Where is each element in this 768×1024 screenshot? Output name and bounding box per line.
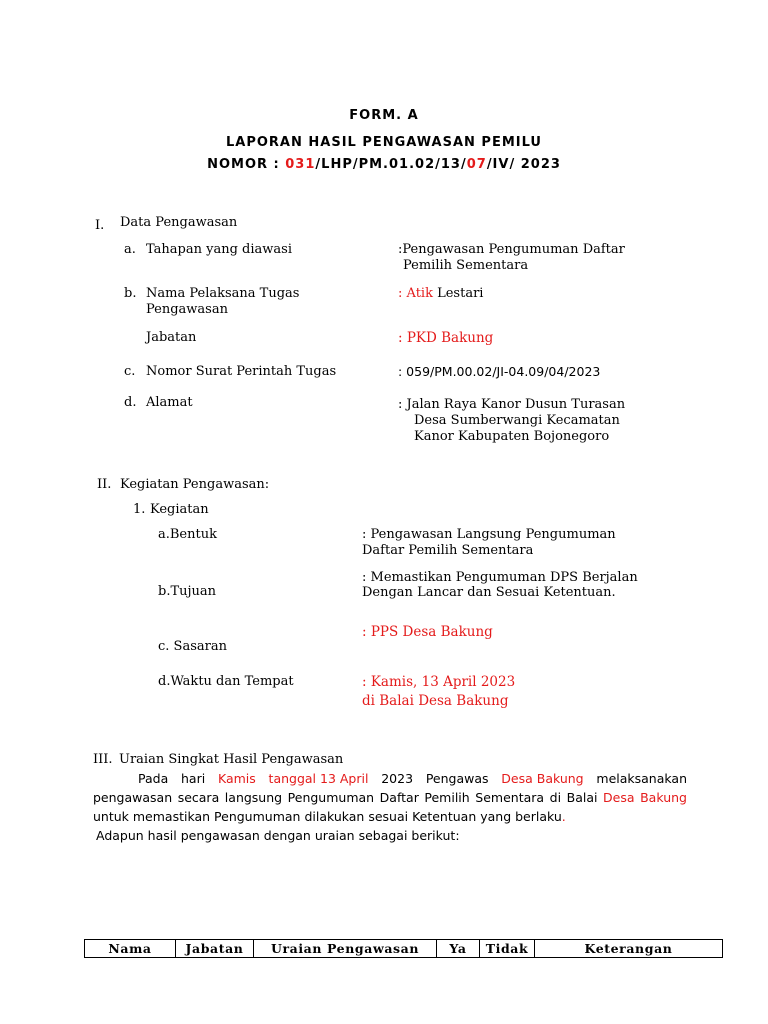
paragraph-line-4: Adapun hasil pengawasan dengan uraian sebagai berikut:	[96, 828, 460, 843]
table-header-row	[85, 940, 723, 958]
section-2-title: Kegiatan Pengawasan:	[120, 477, 270, 492]
item-a-label: Tahapan yang diawasi	[146, 242, 292, 257]
bentuk-value-line1: : Pengawasan Langsung Pengumuman	[362, 527, 616, 542]
day-highlight: Kamis	[217, 771, 256, 786]
item-b-label-line1: Nama Pelaksana Tugas	[146, 286, 300, 301]
item-a-marker: a.	[124, 242, 136, 257]
date-highlight: tanggal 13 April	[268, 771, 369, 786]
officer-last-name: Lestari	[437, 286, 484, 301]
subsection-1-marker: 1.	[133, 502, 146, 517]
item-d-value-line3: Kanor Kabupaten Bojonegoro	[414, 429, 610, 444]
paragraph-line-3	[93, 807, 687, 826]
word-pada: Pada	[138, 771, 169, 786]
col-jabatan: Jabatan	[176, 940, 254, 958]
bentuk-value-line2: Daftar Pemilih Sementara	[362, 543, 534, 558]
item-a-value-line1: :Pengawasan Pengumuman Daftar	[398, 242, 625, 257]
paragraph-line-1	[138, 769, 687, 788]
section-3-title: Uraian Singkat Hasil Pengawasan	[119, 752, 344, 767]
col-uraian-pengawasan: Uraian Pengawasan	[254, 940, 437, 958]
report-number	[0, 157, 768, 172]
jabatan-value: : PKD Bakung	[398, 330, 494, 346]
nomor-month: 07	[466, 157, 487, 172]
col-ya: Ya	[437, 940, 480, 958]
col-keterangan: Keterangan	[535, 940, 723, 958]
item-d-value-line2: Desa Sumberwangi Kecamatan	[414, 413, 620, 428]
item-b-colon: :	[398, 286, 403, 301]
section-2-numeral: II.	[97, 477, 112, 492]
paragraph-line-3-dot: .	[561, 809, 566, 824]
year-text: 2023	[381, 771, 414, 786]
section-1-numeral: I.	[95, 218, 105, 233]
nomor-sequence: 031	[285, 157, 316, 172]
sasaran-label: c. Sasaran	[158, 639, 227, 654]
jabatan-label: Jabatan	[146, 330, 197, 345]
waktu-label: d.Waktu dan Tempat	[158, 674, 294, 689]
item-b-label-line2: Pengawasan	[146, 302, 228, 317]
bentuk-label: a.Bentuk	[158, 527, 217, 542]
item-a-value-line2: Pemilih Sementara	[403, 258, 529, 273]
item-c-label: Nomor Surat Perintah Tugas	[146, 364, 337, 379]
col-nama: Nama	[85, 940, 176, 958]
item-b-marker: b.	[124, 286, 137, 301]
item-d-value-line1: : Jalan Raya Kanor Dusun Turasan	[398, 397, 626, 412]
section-1-title: Data Pengawasan	[120, 215, 238, 230]
results-table	[84, 939, 723, 958]
word-hari: hari	[181, 771, 206, 786]
section-3-numeral: III.	[93, 752, 113, 767]
paragraph-line-2	[93, 788, 687, 807]
officer-first-name: Atik	[406, 286, 433, 301]
form-label: FORM. A	[349, 108, 419, 123]
waktu-value-line1: : Kamis, 13 April 2023	[362, 674, 516, 690]
village-highlight: Desa Bakung	[501, 771, 584, 786]
nomor-suffix: /IV/ 2023	[486, 157, 561, 172]
item-c-marker: c.	[124, 364, 136, 379]
nomor-code: /LHP/PM.01.02/13/	[315, 157, 467, 172]
item-d-label: Alamat	[146, 395, 193, 410]
col-tidak: Tidak	[480, 940, 535, 958]
village-highlight-2: Desa Bakung	[603, 790, 687, 805]
nomor-prefix: NOMOR :	[207, 157, 286, 172]
word-pengawas: Pengawas	[425, 771, 489, 786]
sasaran-value: : PPS Desa Bakung	[362, 624, 493, 640]
item-b-value	[398, 286, 483, 301]
item-d-marker: d.	[124, 395, 137, 410]
tujuan-label: b.Tujuan	[158, 584, 217, 599]
tujuan-value-line2: Dengan Lancar dan Sesuai Ketentuan.	[362, 585, 616, 600]
paragraph-line-2-text: pengawasan secara langsung Pengumuman Daftar Pemilih Sementara di Balai	[93, 790, 598, 805]
paragraph-line-3-text: untuk memastikan Pengumuman dilakukan sesuai Ketentuan yang berlaku	[93, 809, 562, 824]
word-melaksanakan: melaksanakan	[596, 771, 687, 786]
item-c-value: : 059/PM.00.02/JI-04.09/04/2023	[398, 364, 601, 379]
report-title: LAPORAN HASIL PENGAWASAN PEMILU	[226, 135, 542, 150]
subsection-1-title: Kegiatan	[150, 502, 209, 517]
waktu-value-line2: di Balai Desa Bakung	[362, 693, 509, 709]
tujuan-value-line1: : Memastikan Pengumuman DPS Berjalan	[362, 570, 638, 585]
